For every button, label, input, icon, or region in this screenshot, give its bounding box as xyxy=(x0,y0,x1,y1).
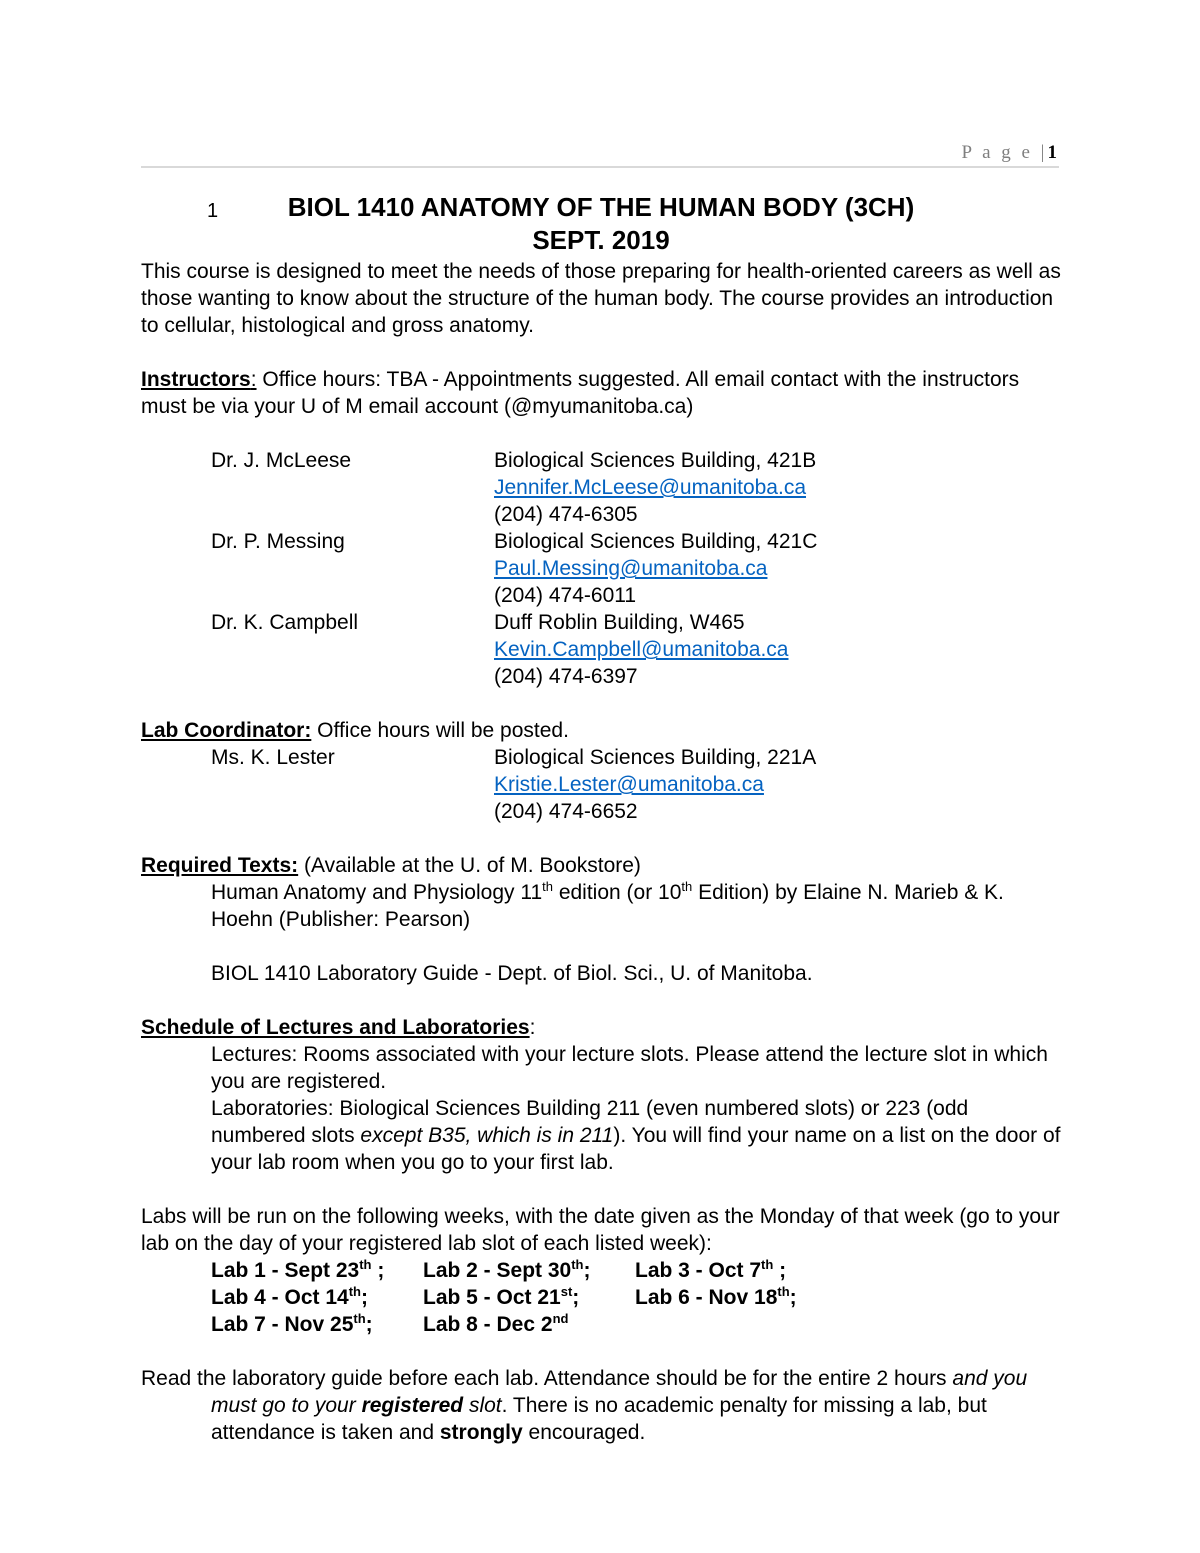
course-title: BIOL 1410 ANATOMY OF THE HUMAN BODY (3CH) xyxy=(287,192,915,222)
instructors-paragraph: Instructors: Office hours: TBA - Appointments suggested. All email contact with the instructors must be via your U of M email account (@myumanitoba.ca) xyxy=(141,368,1020,418)
instructor-row xyxy=(141,528,1061,555)
laboratories-info: Laboratories: Biological Sciences Building 211 (even numbered slots) or 223 (odd numbered slots except B35, which is in 211). You will find your name on a list on the door of your lab room when you go to your first lab. xyxy=(211,1097,1061,1174)
course-term: SEPT. 2019 xyxy=(532,225,670,255)
instructor-office: Biological Sciences Building, 421C xyxy=(494,530,818,553)
required-texts-label: Required Texts: xyxy=(141,854,299,877)
instructor-name: Dr. J. McLeese xyxy=(211,449,352,472)
lab-coordinator-name: Ms. K. Lester xyxy=(211,746,335,769)
lab-coordinator-label: Lab Coordinator: xyxy=(141,719,312,742)
instructors-office-hours: Office hours: TBA - Appointments suggested. All email contact with the instructors must be via your U of M email account (@myumanitoba.ca) xyxy=(141,368,1020,418)
schedule-paragraph: Schedule of Lectures and Laboratories: xyxy=(141,1016,536,1039)
textbook-entry: Human Anatomy and Physiology 11th edition (or 10th Edition) by Elaine N. Marieb & K. Hoehn (Publisher: Pearson) xyxy=(211,879,1004,931)
required-texts-paragraph xyxy=(141,852,1061,879)
lab-coordinator-office-hours: Office hours will be posted. xyxy=(311,719,569,742)
instructor-row xyxy=(141,447,1061,474)
instructors-label: Instructors xyxy=(141,368,251,391)
instructor-office: Biological Sciences Building, 421B xyxy=(494,449,817,472)
lab-coordinator-office: Biological Sciences Building, 221A xyxy=(494,746,817,769)
lab-date: Lab 7 - Nov 25th; xyxy=(211,1311,373,1336)
instructor-office: Duff Roblin Building, W465 xyxy=(494,611,745,634)
lab-coordinator-phone: (204) 474-6652 xyxy=(494,800,638,823)
lab-dates-row xyxy=(211,1311,1061,1338)
instructor-list xyxy=(141,447,1061,690)
course-description: This course is designed to meet the needs of those preparing for health-oriented careers as well as those wanting to know about the structure of the human body. The course provides an introduction to cellular, histological and gross anatomy. xyxy=(141,260,1061,337)
lab-coordinator-email-link[interactable]: Kristie.Lester@umanitoba.ca xyxy=(494,773,764,796)
lab-date: Lab 1 - Sept 23th ; xyxy=(211,1257,385,1282)
instructor-name: Dr. P. Messing xyxy=(211,530,345,553)
page-number-label: P a g e |1 xyxy=(961,142,1057,163)
lab-coordinator-paragraph xyxy=(141,717,1061,744)
instructor-email-link[interactable]: Jennifer.McLeese@umanitoba.ca xyxy=(494,476,806,499)
page-header xyxy=(141,140,1059,168)
required-texts-note: (Available at the U. of M. Bookstore) xyxy=(298,854,641,877)
instructor-phone: (204) 474-6397 xyxy=(494,665,638,688)
section-number: 1 xyxy=(207,200,219,222)
lab-coordinator-row xyxy=(141,744,1061,771)
instructor-phone: (204) 474-6305 xyxy=(494,503,638,526)
instructor-email-link[interactable]: Kevin.Campbell@umanitoba.ca xyxy=(494,638,789,661)
lab-date: Lab 3 - Oct 7th ; xyxy=(635,1257,787,1282)
page-number: 1 xyxy=(1047,142,1057,163)
title-row xyxy=(141,190,1061,224)
labs-intro: Labs will be run on the following weeks, with the date given as the Monday of that week (go to your lab on the day of your registered lab slot of each listed week): xyxy=(141,1205,1060,1255)
lab-date: Lab 2 - Sept 30th; xyxy=(423,1257,591,1282)
document-body xyxy=(141,190,1061,1446)
lab-dates xyxy=(141,1257,1061,1338)
instructor-phone: (204) 474-6011 xyxy=(494,584,637,607)
lab-date: Lab 6 - Nov 18th; xyxy=(635,1284,797,1309)
lab-dates-row xyxy=(211,1257,1061,1284)
lab-dates-row xyxy=(211,1284,1061,1311)
schedule-label: Schedule of Lectures and Laboratories xyxy=(141,1016,530,1039)
lectures-info: Lectures: Rooms associated with your lecture slots. Please attend the lecture slot in which you are registered. xyxy=(211,1043,1048,1093)
lab-date: Lab 4 - Oct 14th; xyxy=(211,1284,368,1309)
attendance-paragraph: Read the laboratory guide before each lab. Attendance should be for the entire 2 hours and you must go to your registered slot. There is no academic penalty for missing a lab, but attendance is taken and strongly encouraged. xyxy=(141,1367,1028,1444)
lab-date: Lab 8 - Dec 2nd xyxy=(423,1311,569,1336)
instructor-email-link[interactable]: Paul.Messing@umanitoba.ca xyxy=(494,557,768,580)
lab-guide-entry: BIOL 1410 Laboratory Guide - Dept. of Biol. Sci., U. of Manitoba. xyxy=(211,962,813,985)
instructor-row xyxy=(141,609,1061,636)
lab-date: Lab 5 - Oct 21st; xyxy=(423,1284,580,1309)
instructor-name: Dr. K. Campbell xyxy=(211,611,359,634)
